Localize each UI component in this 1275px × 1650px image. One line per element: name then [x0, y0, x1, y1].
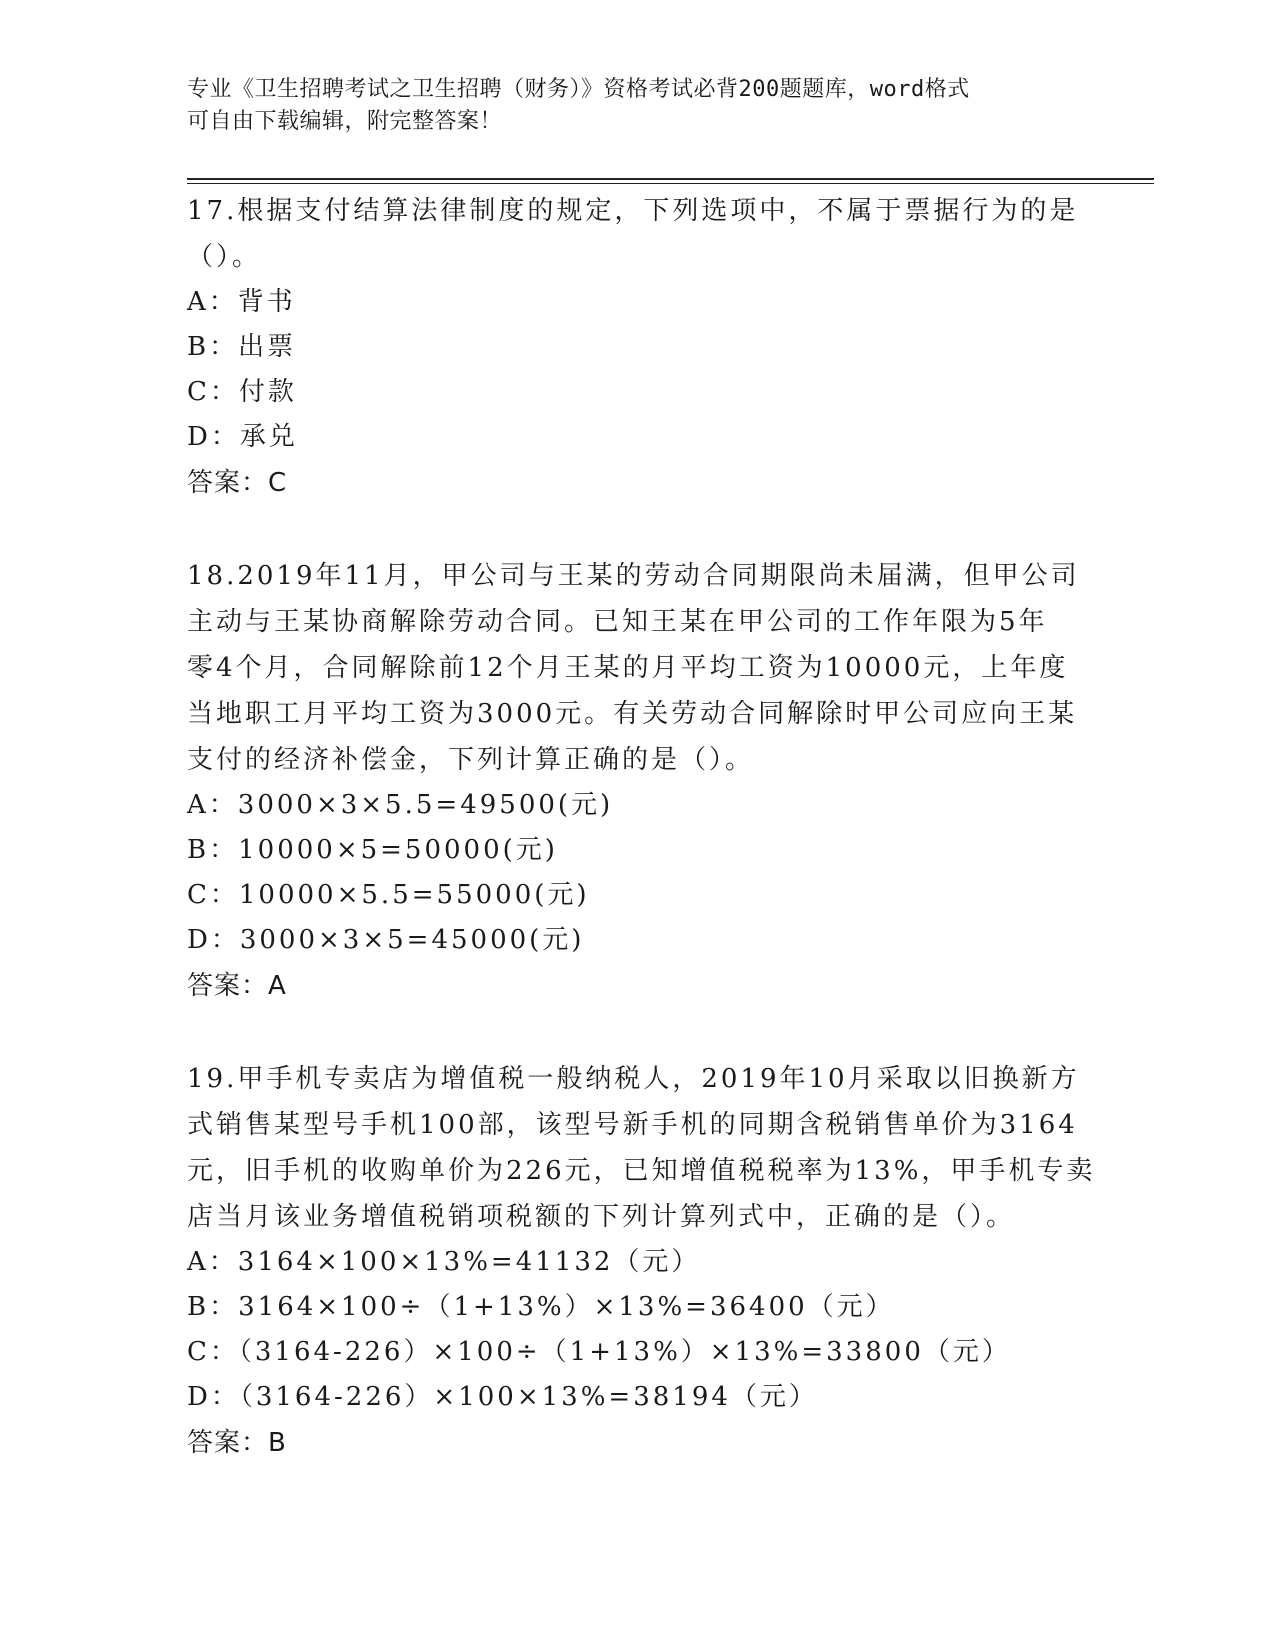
- option-a: A：3164×100×13%=41132（元）: [187, 1247, 701, 1277]
- question-text-line: 支付的经济补偿金，下列计算正确的是（）。: [187, 745, 755, 775]
- option-d: D：承兑: [187, 422, 298, 452]
- question-text-line: 当地职工月平均工资为3000元。有关劳动合同解除时甲公司应向王某: [187, 699, 1078, 729]
- question-text-line: 19.甲手机专卖店为增值税一般纳税人，2019年10月采取以旧换新方: [187, 1064, 1080, 1094]
- header-divider-thick: [187, 178, 1154, 180]
- header-line-1: 专业《卫生招聘考试之卫生招聘（财务）》资格考试必背200题题库，word格式: [187, 77, 970, 102]
- question-18: [187, 553, 1087, 1009]
- header-line-2: 可自由下载编辑，附完整答案！: [187, 109, 503, 134]
- question-text-line: 元，旧手机的收购单价为226元，已知增值税税率为13%，甲手机专卖: [187, 1156, 1096, 1186]
- option-d: D：3000×3×5=45000(元): [187, 925, 585, 955]
- option-c: C：（3164-226）×100÷（1+13%）×13%=33800（元）: [187, 1337, 1011, 1367]
- option-b: B：10000×5=50000(元): [187, 835, 558, 865]
- question-text-line: 18.2019年11月，甲公司与王某的劳动合同期限尚未届满，但甲公司: [187, 561, 1080, 591]
- option-c: C：付款: [187, 377, 297, 407]
- question-text-line: 式销售某型号手机100部，该型号新手机的同期含税销售单价为3164: [187, 1110, 1078, 1140]
- question-text-line: 主动与王某协商解除劳动合同。已知王某在甲公司的工作年限为5年: [187, 607, 1048, 637]
- answer-label: 答案：A: [187, 971, 287, 1001]
- question-text-line: 店当月该业务增值税销项税额的下列计算列式中，正确的是（）。: [187, 1202, 1016, 1232]
- answer-label: 答案：B: [187, 1428, 287, 1458]
- option-b: B：出票: [187, 332, 297, 362]
- question-text-line: 零4个月，合同解除前12个月王某的月平均工资为10000元，上年度: [187, 653, 1069, 683]
- option-a: A：背书: [187, 287, 296, 317]
- question-spacer: [187, 506, 1087, 553]
- question-17: [187, 188, 1087, 506]
- question-text-line: 17.根据支付结算法律制度的规定，下列选项中，不属于票据行为的是: [187, 196, 1079, 226]
- question-19: [187, 1056, 1096, 1466]
- option-c: C：10000×5.5=55000(元): [187, 880, 590, 910]
- header-divider-thin: [187, 183, 1154, 184]
- question-text-line: （）。: [187, 242, 262, 272]
- option-a: A：3000×3×5.5=49500(元): [187, 790, 614, 820]
- option-d: D：（3164-226）×100×13%=38194（元）: [187, 1382, 818, 1412]
- document-header: [187, 74, 1067, 138]
- option-b: B：3164×100÷（1+13%）×13%=36400（元）: [187, 1292, 895, 1322]
- question-list: [187, 188, 1096, 1466]
- answer-label: 答案：C: [187, 468, 288, 498]
- question-spacer: [187, 1009, 1087, 1056]
